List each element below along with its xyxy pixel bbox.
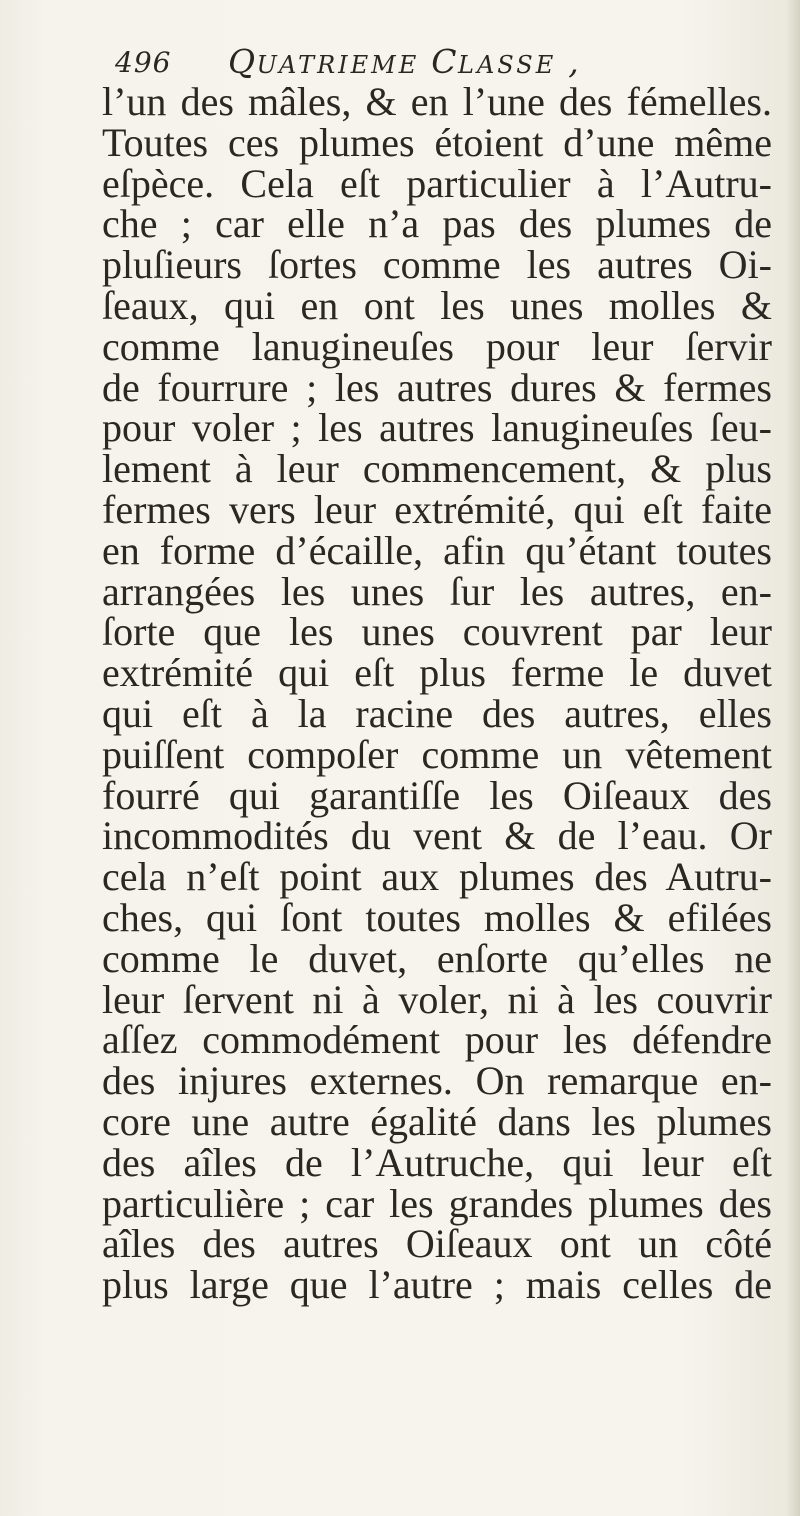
- text-line: pour voler ; les autres lanugineuſes ſeu-: [102, 405, 772, 451]
- text-line: plus large que l’autre ; mais celles de: [102, 1262, 772, 1308]
- text-line: che ; car elle n’a pas des plumes de: [102, 201, 772, 247]
- text-line: lement à leur commencement, & plus: [102, 446, 772, 492]
- text-line: core une autre égalité dans les plumes: [102, 1098, 772, 1144]
- text-line: ſorte que les unes couvrent par leur: [102, 609, 772, 655]
- text-line: leur ſervent ni à voler, ni à les couvrir: [102, 976, 772, 1022]
- body-text: [102, 79, 772, 1308]
- running-head-initial-1: Q: [228, 42, 257, 81]
- page-edge-shadow: [786, 0, 800, 1516]
- running-head-initial-2: C: [431, 42, 458, 81]
- text-line: l’un des mâles, & en l’une des fémelles.: [102, 79, 772, 124]
- text-line: en forme d’écaille, afin qu’étant toutes: [102, 527, 772, 573]
- text-line: arrangées les unes ſur les autres, en-: [102, 568, 772, 614]
- text-line: eſpèce. Cela eſt particulier à l’Autru-: [102, 160, 772, 206]
- text-line: qui eſt à la racine des autres, elles: [102, 690, 772, 736]
- text-line: aîles des autres Oiſeaux ont un côté: [102, 1221, 772, 1267]
- text-line: pluſieurs ſortes comme les autres Oi-: [102, 242, 772, 288]
- text-line: ſeaux, qui en ont les unes molles &: [102, 282, 772, 328]
- running-head: [228, 42, 580, 81]
- text-line: des injures externes. On remarque en-: [102, 1058, 772, 1104]
- text-line: comme le duvet, enſorte qu’elles ne: [102, 935, 772, 981]
- text-line: incommodités du vent & de l’eau. Or: [102, 813, 772, 859]
- running-head-word-2: LASSE: [458, 51, 557, 79]
- text-line: aſſez commodément pour les défendre: [102, 1017, 772, 1063]
- text-line: extrémité qui eſt plus ferme le duvet: [102, 650, 772, 696]
- running-head-word-1: UATRIEME: [256, 51, 420, 79]
- text-line: des aîles de l’Autruche, qui leur eſt: [102, 1139, 772, 1185]
- text-line: fourré qui garantiſſe les Oiſeaux des: [102, 772, 772, 818]
- text-line: puiſſent compoſer comme un vêtement: [102, 731, 772, 777]
- page-number: 496: [115, 46, 172, 79]
- text-line: particulière ; car les grandes plumes des: [102, 1180, 772, 1226]
- text-line: cela n’eſt point aux plumes des Autru-: [102, 854, 772, 900]
- text-line: de fourrure ; les autres dures & fermes: [102, 364, 772, 410]
- text-line: comme lanugineuſes pour leur ſervir: [102, 323, 772, 369]
- text-line: Toutes ces plumes étoient d’une même: [102, 119, 772, 165]
- text-line: ches, qui ſont toutes molles & efilées: [102, 894, 772, 940]
- running-head-punct: ,: [568, 42, 581, 81]
- text-line: fermes vers leur extrémité, qui eſt faite: [102, 486, 772, 532]
